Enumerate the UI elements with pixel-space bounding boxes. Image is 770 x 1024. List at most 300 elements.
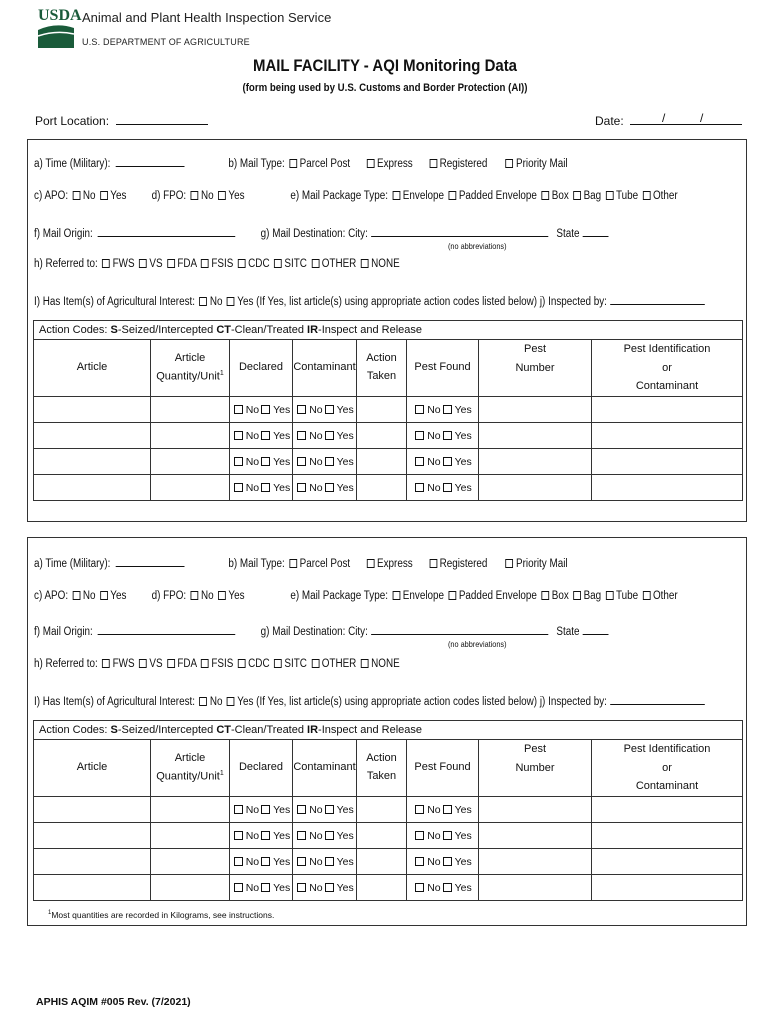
apo-fpo-package-row xyxy=(34,190,678,202)
col-pest-found-label: Pest Found xyxy=(414,361,471,374)
agricultural-interest-row xyxy=(34,294,705,308)
fpo-no-label: No xyxy=(200,590,214,602)
contaminant-no-checkbox[interactable] xyxy=(297,857,306,866)
declared-no-checkbox[interactable] xyxy=(234,405,243,414)
envelope-checkbox[interactable] xyxy=(392,191,400,200)
apo-label: c) APO: xyxy=(34,190,69,202)
col-action-label-1: Action xyxy=(366,352,397,365)
tube-checkbox[interactable] xyxy=(606,591,614,600)
referred-vs-checkbox[interactable] xyxy=(139,659,147,668)
referred-sitc-checkbox[interactable] xyxy=(274,259,282,268)
pest-number-cell[interactable] xyxy=(479,475,592,501)
pest-found-no-checkbox[interactable] xyxy=(415,883,424,892)
pest-found-cell xyxy=(407,475,479,501)
tube-checkbox[interactable] xyxy=(606,191,614,200)
form-subtitle: (form being used by U.S. Customs and Border Protection (AI)) xyxy=(242,82,528,94)
contaminant-yes-checkbox[interactable] xyxy=(325,483,334,492)
col-declared-label: Declared xyxy=(238,761,284,774)
action-taken-cell[interactable] xyxy=(357,797,407,823)
apo-no-checkbox[interactable] xyxy=(73,591,81,600)
code-ir: IR xyxy=(307,324,319,336)
contaminant-cell xyxy=(293,823,357,849)
inspected-by-field[interactable] xyxy=(610,294,705,305)
declared-cell xyxy=(230,823,293,849)
col-quantity-label-1: Article xyxy=(174,752,206,765)
referred-vs-checkbox[interactable] xyxy=(139,259,147,268)
pest-found-yes-checkbox[interactable] xyxy=(443,457,452,466)
declared-cell xyxy=(230,423,293,449)
contaminant-cell xyxy=(293,397,357,423)
pest-found-yes-checkbox[interactable] xyxy=(443,857,452,866)
referred-fsis-label: FSIS xyxy=(211,658,234,670)
quantity-cell[interactable] xyxy=(151,475,230,501)
box-checkbox[interactable] xyxy=(541,191,549,200)
declared-yes-label: Yes xyxy=(273,403,291,416)
code-ct-text: -Clean/Treated xyxy=(231,324,304,336)
registered-checkbox[interactable] xyxy=(429,559,437,568)
state-label: State xyxy=(556,228,580,240)
quantity-cell[interactable] xyxy=(151,797,230,823)
declared-yes-label: Yes xyxy=(273,803,291,816)
contaminant-yes-checkbox[interactable] xyxy=(325,431,334,440)
interest-no-label: No xyxy=(209,696,223,708)
declared-yes-checkbox[interactable] xyxy=(261,883,270,892)
fpo-yes-checkbox[interactable] xyxy=(218,591,226,600)
interest-no-checkbox[interactable] xyxy=(200,297,208,306)
article-cell[interactable] xyxy=(34,797,151,823)
col-contaminant-label: Contaminant xyxy=(293,361,356,374)
apo-no-label: No xyxy=(82,190,96,202)
declared-no-checkbox[interactable] xyxy=(234,431,243,440)
declared-no-label: No xyxy=(245,481,260,494)
parcel-post-checkbox[interactable] xyxy=(289,159,297,168)
time-mailtype-row xyxy=(34,156,568,170)
article-cell[interactable] xyxy=(34,849,151,875)
action-taken-cell[interactable] xyxy=(357,475,407,501)
referred-vs-label: VS xyxy=(149,658,163,670)
declared-cell xyxy=(230,849,293,875)
referred-fsis-checkbox[interactable] xyxy=(201,659,209,668)
port-location-row xyxy=(35,114,208,128)
declared-no-checkbox[interactable] xyxy=(234,857,243,866)
code-ir: IR xyxy=(307,724,319,736)
col-pest-number xyxy=(479,340,592,397)
referred-to-row xyxy=(34,658,400,670)
pest-found-no-label: No xyxy=(427,881,441,894)
contaminant-yes-label: Yes xyxy=(336,455,354,468)
action-taken-cell[interactable] xyxy=(357,423,407,449)
articles-table xyxy=(33,720,743,901)
col-quantity-label-2: Quantity/Unit xyxy=(156,370,220,383)
contaminant-no-checkbox[interactable] xyxy=(297,883,306,892)
declared-no-label: No xyxy=(245,855,260,868)
fpo-no-checkbox[interactable] xyxy=(191,591,199,600)
other-checkbox[interactable] xyxy=(643,191,651,200)
referred-to-label: h) Referred to: xyxy=(34,258,98,270)
quantity-cell[interactable] xyxy=(151,823,230,849)
code-ct: CT xyxy=(216,324,232,336)
agricultural-interest-label: I) Has Item(s) of Agricultural Interest: xyxy=(34,696,196,708)
pest-number-cell[interactable] xyxy=(479,423,592,449)
referred-to-label: h) Referred to: xyxy=(34,658,98,670)
mail-origin-field[interactable] xyxy=(98,226,236,237)
pest-identification-cell[interactable] xyxy=(592,475,743,501)
declared-no-label: No xyxy=(245,403,260,416)
time-field[interactable] xyxy=(116,556,185,567)
express-checkbox[interactable] xyxy=(367,559,375,568)
declared-no-label: No xyxy=(245,881,260,894)
pest-found-yes-label: Yes xyxy=(454,455,472,468)
date-slash: / xyxy=(662,111,666,125)
apo-label: c) APO: xyxy=(34,590,69,602)
pest-number-cell[interactable] xyxy=(479,449,592,475)
apo-no-checkbox[interactable] xyxy=(73,191,81,200)
action-codes-row xyxy=(34,321,743,340)
pest-found-yes-checkbox[interactable] xyxy=(443,805,452,814)
quantity-cell[interactable] xyxy=(151,397,230,423)
fpo-label: d) FPO: xyxy=(151,590,187,602)
contaminant-cell xyxy=(293,849,357,875)
registered-checkbox[interactable] xyxy=(429,159,437,168)
pest-identification-cell[interactable] xyxy=(592,449,743,475)
article-cell[interactable] xyxy=(34,823,151,849)
declared-cell xyxy=(230,875,293,901)
table-row xyxy=(34,849,743,875)
code-ir-text: -Inspect and Release xyxy=(318,724,422,736)
mail-type-registered: Registered xyxy=(439,558,488,570)
code-ct-text: -Clean/Treated xyxy=(231,724,304,736)
referred-fsis-label: FSIS xyxy=(211,258,234,270)
pest-found-cell xyxy=(407,449,479,475)
action-codes-label: Action Codes: xyxy=(39,324,108,336)
action-taken-cell[interactable] xyxy=(357,449,407,475)
article-cell[interactable] xyxy=(34,475,151,501)
contaminant-yes-label: Yes xyxy=(336,855,354,868)
col-quantity xyxy=(151,340,230,397)
pest-found-no-label: No xyxy=(427,481,441,494)
quantity-cell[interactable] xyxy=(151,423,230,449)
col-declared xyxy=(230,340,293,397)
contaminant-yes-checkbox[interactable] xyxy=(325,805,334,814)
declared-yes-label: Yes xyxy=(273,455,291,468)
declared-no-checkbox[interactable] xyxy=(234,483,243,492)
col-quantity xyxy=(151,740,230,797)
action-taken-cell[interactable] xyxy=(357,823,407,849)
time-label: a) Time (Military): xyxy=(34,558,111,570)
footnote-text: Most quantities are recorded in Kilograms, see instructions. xyxy=(51,910,275,920)
interest-yes-checkbox[interactable] xyxy=(227,697,235,706)
agency-name: Animal and Plant Health Inspection Service xyxy=(82,10,332,25)
express-checkbox[interactable] xyxy=(367,159,375,168)
pest-found-yes-checkbox[interactable] xyxy=(443,431,452,440)
col-pest-found-label: Pest Found xyxy=(414,761,471,774)
code-s-text: -Seized/Intercepted xyxy=(117,724,214,736)
referred-fda-label: FDA xyxy=(177,658,197,670)
apo-yes-label: Yes xyxy=(110,590,127,602)
pest-found-no-checkbox[interactable] xyxy=(415,805,424,814)
date-field[interactable] xyxy=(630,111,742,125)
article-cell[interactable] xyxy=(34,449,151,475)
quantity-cell[interactable] xyxy=(151,849,230,875)
col-quantity-label-2: Quantity/Unit xyxy=(156,770,220,783)
declared-yes-checkbox[interactable] xyxy=(261,405,270,414)
col-pest-number-label-1: Pest xyxy=(523,343,546,355)
declared-no-checkbox[interactable] xyxy=(234,805,243,814)
col-pest-identification xyxy=(592,340,743,397)
action-codes-label: Action Codes: xyxy=(39,724,108,736)
interest-no-checkbox[interactable] xyxy=(200,697,208,706)
referred-fda-checkbox[interactable] xyxy=(167,659,175,668)
referred-cdc-checkbox[interactable] xyxy=(238,659,246,668)
pest-found-yes-label: Yes xyxy=(454,829,472,842)
record-section-1 xyxy=(27,139,747,522)
package-envelope: Envelope xyxy=(402,590,445,602)
declared-yes-label: Yes xyxy=(273,429,291,442)
declared-yes-checkbox[interactable] xyxy=(261,483,270,492)
mail-origin-label: f) Mail Origin: xyxy=(34,228,93,240)
date-row xyxy=(595,111,742,128)
col-pest-id-label-2: or xyxy=(662,761,672,774)
table-row xyxy=(34,823,743,849)
box-checkbox[interactable] xyxy=(541,591,549,600)
pest-found-yes-checkbox[interactable] xyxy=(443,831,452,840)
state-field[interactable] xyxy=(583,624,609,635)
col-pest-id-label-3: Contaminant xyxy=(635,780,699,793)
declared-yes-checkbox[interactable] xyxy=(261,431,270,440)
declared-yes-checkbox[interactable] xyxy=(261,831,270,840)
pest-identification-cell[interactable] xyxy=(592,823,743,849)
contaminant-yes-label: Yes xyxy=(336,429,354,442)
package-bag: Bag xyxy=(583,190,602,202)
referred-other-label: OTHER xyxy=(321,258,357,270)
time-mailtype-row xyxy=(34,556,568,570)
port-location-label: Port Location: xyxy=(35,114,110,128)
referred-none-checkbox[interactable] xyxy=(361,259,369,268)
form-id: APHIS AQIM #005 Rev. (7/2021) xyxy=(36,996,191,1008)
contaminant-no-checkbox[interactable] xyxy=(297,431,306,440)
contaminant-yes-label: Yes xyxy=(336,481,354,494)
contaminant-yes-checkbox[interactable] xyxy=(325,883,334,892)
contaminant-yes-label: Yes xyxy=(336,803,354,816)
pest-identification-cell[interactable] xyxy=(592,397,743,423)
referred-cdc-checkbox[interactable] xyxy=(238,259,246,268)
referred-none-label: NONE xyxy=(371,658,400,670)
pest-found-no-checkbox[interactable] xyxy=(415,831,424,840)
contaminant-yes-checkbox[interactable] xyxy=(325,405,334,414)
article-cell[interactable] xyxy=(34,423,151,449)
referred-sitc-label: SITC xyxy=(284,658,307,670)
contaminant-yes-checkbox[interactable] xyxy=(325,857,334,866)
pest-found-yes-label: Yes xyxy=(454,881,472,894)
declared-no-label: No xyxy=(245,455,260,468)
port-location-field[interactable] xyxy=(116,114,208,125)
contaminant-no-checkbox[interactable] xyxy=(297,805,306,814)
contaminant-cell xyxy=(293,797,357,823)
interest-yes-checkbox[interactable] xyxy=(227,297,235,306)
contaminant-no-label: No xyxy=(309,403,323,416)
pest-number-cell[interactable] xyxy=(479,823,592,849)
package-padded-envelope: Padded Envelope xyxy=(458,190,537,202)
interest-note: (If Yes, list article(s) using appropriate action codes listed below) xyxy=(256,296,538,308)
contaminant-no-label: No xyxy=(309,829,323,842)
referred-none-checkbox[interactable] xyxy=(361,659,369,668)
inspected-by-label: j) Inspected by: xyxy=(539,696,607,708)
usda-logo-text: USDA xyxy=(38,7,82,24)
declared-no-checkbox[interactable] xyxy=(234,883,243,892)
col-pest-number xyxy=(479,740,592,797)
package-tube: Tube xyxy=(615,190,639,202)
declared-cell xyxy=(230,397,293,423)
pest-found-yes-label: Yes xyxy=(454,855,472,868)
action-taken-cell[interactable] xyxy=(357,397,407,423)
package-type-label: e) Mail Package Type: xyxy=(290,590,388,602)
contaminant-no-checkbox[interactable] xyxy=(297,483,306,492)
package-envelope: Envelope xyxy=(402,190,445,202)
mail-origin-field[interactable] xyxy=(98,624,236,635)
table-row xyxy=(34,397,743,423)
interest-yes-label: Yes xyxy=(237,696,254,708)
inspected-by-field[interactable] xyxy=(610,694,705,705)
pest-identification-cell[interactable] xyxy=(592,875,743,901)
apo-yes-checkbox[interactable] xyxy=(100,591,108,600)
envelope-checkbox[interactable] xyxy=(392,591,400,600)
declared-no-label: No xyxy=(245,803,260,816)
bag-checkbox[interactable] xyxy=(573,591,581,600)
table-row xyxy=(34,475,743,501)
destination-city-field[interactable] xyxy=(371,226,548,237)
contaminant-no-checkbox[interactable] xyxy=(297,457,306,466)
bag-checkbox[interactable] xyxy=(573,191,581,200)
table-row xyxy=(34,875,743,901)
state-field[interactable] xyxy=(583,226,609,237)
referred-sitc-checkbox[interactable] xyxy=(274,659,282,668)
action-taken-cell[interactable] xyxy=(357,875,407,901)
referred-other-checkbox[interactable] xyxy=(311,659,319,668)
contaminant-cell xyxy=(293,449,357,475)
col-contaminant xyxy=(293,740,357,797)
package-other: Other xyxy=(652,190,678,202)
declared-yes-checkbox[interactable] xyxy=(261,457,270,466)
contaminant-yes-checkbox[interactable] xyxy=(325,457,334,466)
pest-found-no-checkbox[interactable] xyxy=(415,405,424,414)
col-declared-label: Declared xyxy=(238,361,284,374)
referred-fsis-checkbox[interactable] xyxy=(201,259,209,268)
referred-cdc-label: CDC xyxy=(248,658,270,670)
package-type-label: e) Mail Package Type: xyxy=(290,190,388,202)
interest-note: (If Yes, list article(s) using appropriate action codes listed below) xyxy=(256,696,538,708)
pest-number-cell[interactable] xyxy=(479,397,592,423)
col-action-taken xyxy=(357,340,407,397)
pest-number-cell[interactable] xyxy=(479,849,592,875)
pest-found-no-checkbox[interactable] xyxy=(415,457,424,466)
table-header-row xyxy=(34,740,743,797)
fpo-no-label: No xyxy=(200,190,214,202)
contaminant-no-label: No xyxy=(309,481,323,494)
origin-destination-row xyxy=(34,226,609,240)
action-codes-row xyxy=(34,721,743,740)
declared-no-checkbox[interactable] xyxy=(234,457,243,466)
padded-envelope-checkbox[interactable] xyxy=(449,591,457,600)
pest-number-cell[interactable] xyxy=(479,797,592,823)
col-pest-identification xyxy=(592,740,743,797)
pest-found-no-checkbox[interactable] xyxy=(415,431,424,440)
package-padded-envelope: Padded Envelope xyxy=(458,590,537,602)
apo-yes-checkbox[interactable] xyxy=(100,191,108,200)
package-box: Box xyxy=(551,190,569,202)
table-row xyxy=(34,797,743,823)
pest-number-cell[interactable] xyxy=(479,875,592,901)
pest-identification-cell[interactable] xyxy=(592,423,743,449)
padded-envelope-checkbox[interactable] xyxy=(449,191,457,200)
department-name: U.S. DEPARTMENT OF AGRICULTURE xyxy=(82,37,250,47)
contaminant-yes-checkbox[interactable] xyxy=(325,831,334,840)
referred-fws-checkbox[interactable] xyxy=(102,259,110,268)
pest-found-yes-checkbox[interactable] xyxy=(443,883,452,892)
referred-other-checkbox[interactable] xyxy=(311,259,319,268)
col-pest-found xyxy=(407,740,479,797)
contaminant-yes-label: Yes xyxy=(336,403,354,416)
declared-yes-checkbox[interactable] xyxy=(261,805,270,814)
apo-no-label: No xyxy=(82,590,96,602)
contaminant-no-checkbox[interactable] xyxy=(297,831,306,840)
referred-fws-checkbox[interactable] xyxy=(102,659,110,668)
parcel-post-checkbox[interactable] xyxy=(289,559,297,568)
pest-found-yes-checkbox[interactable] xyxy=(443,405,452,414)
col-action-label-2: Taken xyxy=(366,770,397,783)
pest-found-cell xyxy=(407,875,479,901)
col-pest-found xyxy=(407,340,479,397)
declared-yes-checkbox[interactable] xyxy=(261,857,270,866)
fpo-yes-checkbox[interactable] xyxy=(218,191,226,200)
declared-cell xyxy=(230,449,293,475)
agricultural-interest-label: I) Has Item(s) of Agricultural Interest: xyxy=(34,296,196,308)
referred-fda-checkbox[interactable] xyxy=(167,259,175,268)
mail-destination-label: g) Mail Destination: City: xyxy=(260,228,368,240)
declared-yes-label: Yes xyxy=(273,829,291,842)
destination-city-field[interactable] xyxy=(371,624,548,635)
table-row xyxy=(34,423,743,449)
mail-type-label: b) Mail Type: xyxy=(228,558,285,570)
contaminant-no-label: No xyxy=(309,855,323,868)
package-box: Box xyxy=(551,590,569,602)
time-field[interactable] xyxy=(116,156,185,167)
action-taken-cell[interactable] xyxy=(357,849,407,875)
col-article-label: Article xyxy=(76,761,108,774)
article-cell[interactable] xyxy=(34,875,151,901)
referred-other-label: OTHER xyxy=(321,658,357,670)
pest-found-yes-checkbox[interactable] xyxy=(443,483,452,492)
pest-found-no-checkbox[interactable] xyxy=(415,483,424,492)
article-cell[interactable] xyxy=(34,397,151,423)
quantity-cell[interactable] xyxy=(151,875,230,901)
priority-mail-checkbox[interactable] xyxy=(506,159,514,168)
contaminant-cell xyxy=(293,875,357,901)
pest-identification-cell[interactable] xyxy=(592,849,743,875)
fpo-no-checkbox[interactable] xyxy=(191,191,199,200)
col-pest-id-label-2: or xyxy=(662,361,672,374)
usda-logo xyxy=(38,6,82,48)
referred-to-row xyxy=(34,258,400,270)
other-checkbox[interactable] xyxy=(643,591,651,600)
pest-found-no-checkbox[interactable] xyxy=(415,857,424,866)
declared-yes-label: Yes xyxy=(273,855,291,868)
declared-no-checkbox[interactable] xyxy=(234,831,243,840)
quantity-cell[interactable] xyxy=(151,449,230,475)
pest-found-cell xyxy=(407,823,479,849)
contaminant-no-checkbox[interactable] xyxy=(297,405,306,414)
pest-identification-cell[interactable] xyxy=(592,797,743,823)
priority-mail-checkbox[interactable] xyxy=(506,559,514,568)
